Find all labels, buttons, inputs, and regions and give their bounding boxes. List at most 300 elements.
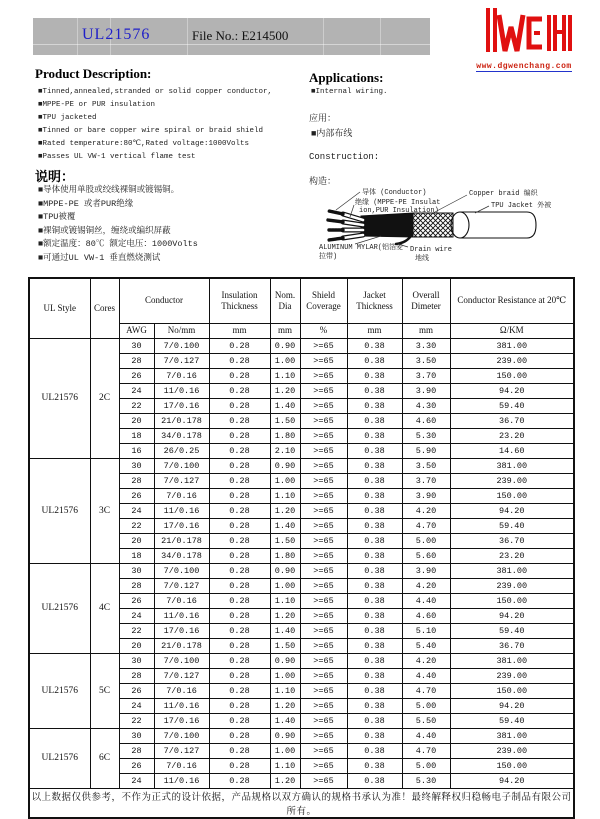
table-cell: 1.10 <box>270 593 300 608</box>
table-cell: 1.20 <box>270 773 300 788</box>
table-cell: 239.00 <box>450 473 574 488</box>
table-cell: 59.40 <box>450 623 574 638</box>
table-cell: >=65 <box>300 428 347 443</box>
group-ul-style-cell: UL21576 <box>29 458 90 563</box>
table-cell: 30 <box>119 653 154 668</box>
table-cell: 94.20 <box>450 383 574 398</box>
table-cell: 1.50 <box>270 638 300 653</box>
col-unit: Ω/KM <box>450 323 574 338</box>
table-row <box>29 338 574 353</box>
list-item: ■TPU被覆 <box>38 212 76 222</box>
table-cell: 239.00 <box>450 743 574 758</box>
table-cell: 0.28 <box>209 368 270 383</box>
table-cell: 30 <box>119 728 154 743</box>
table-cell: 0.28 <box>209 428 270 443</box>
table-cell: 20 <box>119 638 154 653</box>
table-cell: 11/0.16 <box>154 383 209 398</box>
list-item: ■TPU jacketed <box>38 114 97 122</box>
table-cell: 0.90 <box>270 338 300 353</box>
table-cell: 0.90 <box>270 653 300 668</box>
copper-braid-shape <box>413 213 453 237</box>
table-cell: 5.40 <box>402 638 450 653</box>
title-bar-gridline <box>323 18 324 55</box>
list-item: ■MPPE-PE or PUR insulation <box>38 101 156 109</box>
table-cell: 0.28 <box>209 638 270 653</box>
table-cell: 5.00 <box>402 698 450 713</box>
table-cell: 22 <box>119 518 154 533</box>
table-cell: 4.60 <box>402 608 450 623</box>
table-cell: >=65 <box>300 743 347 758</box>
table-cell: 16 <box>119 443 154 458</box>
table-cell: 0.28 <box>209 773 270 788</box>
website-link[interactable]: www.dgwenchang.com <box>476 62 572 71</box>
table-cell: 0.38 <box>347 383 402 398</box>
table-cell: >=65 <box>300 713 347 728</box>
table-cell: 1.40 <box>270 713 300 728</box>
table-cell: 0.28 <box>209 713 270 728</box>
table-cell: 1.00 <box>270 578 300 593</box>
table-cell: 0.38 <box>347 518 402 533</box>
table-cell: 59.40 <box>450 398 574 413</box>
table-cell: 21/0.178 <box>154 533 209 548</box>
table-cell: 17/0.16 <box>154 518 209 533</box>
table-cell: 1.20 <box>270 608 300 623</box>
table-cell: 26 <box>119 488 154 503</box>
table-cell: 3.90 <box>402 563 450 578</box>
title-bar-gridline <box>380 18 381 55</box>
table-cell: 11/0.16 <box>154 503 209 518</box>
table-cell: 5.60 <box>402 548 450 563</box>
table-cell: >=65 <box>300 563 347 578</box>
table-cell: 24 <box>119 698 154 713</box>
table-cell: 7/0.100 <box>154 653 209 668</box>
wch-logo-icon <box>474 5 574 55</box>
table-cell: 150.00 <box>450 368 574 383</box>
table-cell: 36.70 <box>450 413 574 428</box>
table-cell: 7/0.16 <box>154 593 209 608</box>
group-cores-cell: 6C <box>90 728 119 788</box>
table-cell: 0.28 <box>209 728 270 743</box>
table-cell: 20 <box>119 533 154 548</box>
table-cell: 0.28 <box>209 593 270 608</box>
table-cell: 0.28 <box>209 698 270 713</box>
table-cell: 4.60 <box>402 413 450 428</box>
table-cell: 7/0.127 <box>154 578 209 593</box>
table-cell: 4.70 <box>402 518 450 533</box>
table-cell: 0.28 <box>209 668 270 683</box>
table-cell: 1.50 <box>270 533 300 548</box>
list-item: ■MPPE-PE 或者PUR绝缘 <box>38 198 134 209</box>
table-cell: 0.38 <box>347 563 402 578</box>
table-cell: 150.00 <box>450 488 574 503</box>
table-cell: >=65 <box>300 503 347 518</box>
table-cell: >=65 <box>300 533 347 548</box>
table-cell: 3.90 <box>402 383 450 398</box>
table-cell: 0.38 <box>347 488 402 503</box>
diagram-label-aluminum-mylar: ALUMINUM MYLAR(铝箔麦 <box>319 244 404 252</box>
table-cell: 7/0.127 <box>154 353 209 368</box>
table-cell: 381.00 <box>450 338 574 353</box>
table-cell: 17/0.16 <box>154 713 209 728</box>
table-cell: 0.28 <box>209 653 270 668</box>
title-bar-gridline <box>33 44 430 45</box>
table-cell: 3.50 <box>402 353 450 368</box>
group-ul-style-cell: UL21576 <box>29 728 90 788</box>
table-cell: 7/0.100 <box>154 728 209 743</box>
list-item: ■Tinned or bare copper wire spiral or braid shield <box>38 127 264 135</box>
table-cell: 26 <box>119 593 154 608</box>
table-cell: 0.38 <box>347 593 402 608</box>
table-cell: 0.38 <box>347 398 402 413</box>
table-cell: 2.10 <box>270 443 300 458</box>
table-cell: >=65 <box>300 518 347 533</box>
table-cell: 1.40 <box>270 398 300 413</box>
table-cell: 30 <box>119 458 154 473</box>
table-cell: 381.00 <box>450 728 574 743</box>
table-cell: 7/0.16 <box>154 368 209 383</box>
group-ul-style-cell: UL21576 <box>29 338 90 458</box>
table-cell: 0.90 <box>270 563 300 578</box>
table-cell: >=65 <box>300 488 347 503</box>
table-cell: >=65 <box>300 668 347 683</box>
table-cell: 0.28 <box>209 563 270 578</box>
table-cell: 21/0.178 <box>154 413 209 428</box>
table-cell: 5.50 <box>402 713 450 728</box>
table-cell: 4.30 <box>402 398 450 413</box>
table-cell: 0.28 <box>209 683 270 698</box>
group-cores-cell: 4C <box>90 563 119 653</box>
table-cell: >=65 <box>300 353 347 368</box>
group-cores-cell: 3C <box>90 458 119 563</box>
table-cell: 1.00 <box>270 743 300 758</box>
table-cell: 0.38 <box>347 698 402 713</box>
table-cell: 239.00 <box>450 668 574 683</box>
list-item: ■Tinned,annealed,stranded or solid copper conductor, <box>38 88 273 96</box>
table-cell: 24 <box>119 608 154 623</box>
table-cell: 0.38 <box>347 683 402 698</box>
table-cell: 59.40 <box>450 518 574 533</box>
table-cell: 0.90 <box>270 458 300 473</box>
table-cell: 22 <box>119 623 154 638</box>
table-cell: 24 <box>119 503 154 518</box>
table-cell: 4.20 <box>402 578 450 593</box>
table-cell: 26 <box>119 368 154 383</box>
table-cell: 1.20 <box>270 383 300 398</box>
table-cell: >=65 <box>300 728 347 743</box>
table-cell: 28 <box>119 743 154 758</box>
table-cell: 1.00 <box>270 668 300 683</box>
table-cell: 0.28 <box>209 488 270 503</box>
group-ul-style-cell: UL21576 <box>29 653 90 728</box>
table-cell: 0.28 <box>209 398 270 413</box>
table-cell: 94.20 <box>450 773 574 788</box>
table-cell: 1.80 <box>270 548 300 563</box>
col-unit: mm <box>402 323 450 338</box>
aluminum-mylar-shape <box>361 213 413 237</box>
applications-title: Applications: <box>309 70 384 85</box>
page-title-ul-style: UL21576 <box>82 26 151 43</box>
table-cell: 0.28 <box>209 548 270 563</box>
table-cell: 4.40 <box>402 728 450 743</box>
table-cell: 24 <box>119 383 154 398</box>
list-item: ■Passes UL VW-1 vertical flame test <box>38 153 196 161</box>
table-cell: 0.28 <box>209 338 270 353</box>
applications-title-cn: 应用： <box>309 114 337 124</box>
product-description-list <box>38 86 272 164</box>
table-cell: 4.70 <box>402 683 450 698</box>
product-description-title-cn: 说明： <box>35 169 75 184</box>
col-header-nom-dia: Nom. Dia <box>270 278 300 323</box>
table-cell: 4.40 <box>402 668 450 683</box>
table-cell: >=65 <box>300 458 347 473</box>
table-cell: 7/0.16 <box>154 758 209 773</box>
company-logo <box>468 5 580 71</box>
table-cell: 0.28 <box>209 383 270 398</box>
table-cell: 94.20 <box>450 698 574 713</box>
table-cell: 0.38 <box>347 368 402 383</box>
table-cell: 26 <box>119 683 154 698</box>
table-cell: 1.20 <box>270 503 300 518</box>
table-cell: 1.10 <box>270 683 300 698</box>
title-bar-gridline <box>187 18 188 55</box>
table-cell: 22 <box>119 398 154 413</box>
table-cell: 0.28 <box>209 518 270 533</box>
table-cell: 26/0.25 <box>154 443 209 458</box>
table-row <box>29 458 574 473</box>
table-cell: 5.90 <box>402 443 450 458</box>
table-cell: 0.38 <box>347 548 402 563</box>
table-cell: 1.80 <box>270 428 300 443</box>
table-cell: 239.00 <box>450 578 574 593</box>
table-cell: 3.90 <box>402 488 450 503</box>
table-cell: 36.70 <box>450 638 574 653</box>
table-cell: 0.38 <box>347 668 402 683</box>
tpu-jacket-shape <box>451 212 536 238</box>
table-cell: 28 <box>119 578 154 593</box>
table-cell: 94.20 <box>450 608 574 623</box>
table-cell: 0.38 <box>347 443 402 458</box>
table-cell: 7/0.16 <box>154 488 209 503</box>
table-cell: 0.28 <box>209 443 270 458</box>
table-cell: >=65 <box>300 758 347 773</box>
col-header-shield: Shield Coverage <box>300 278 347 323</box>
col-unit: mm <box>209 323 270 338</box>
table-cell: >=65 <box>300 578 347 593</box>
table-cell: 0.38 <box>347 428 402 443</box>
table-cell: 5.00 <box>402 758 450 773</box>
table-cell: 4.70 <box>402 743 450 758</box>
group-ul-style-cell: UL21576 <box>29 563 90 653</box>
table-cell: 23.20 <box>450 428 574 443</box>
table-cell: 23.20 <box>450 548 574 563</box>
title-bar <box>33 18 430 55</box>
group-cores-cell: 5C <box>90 653 119 728</box>
table-cell: >=65 <box>300 698 347 713</box>
table-cell: 0.38 <box>347 638 402 653</box>
table-cell: 24 <box>119 773 154 788</box>
col-header-ul-style: UL Style <box>29 278 90 338</box>
table-cell: >=65 <box>300 383 347 398</box>
table-cell: 18 <box>119 428 154 443</box>
table-cell: 26 <box>119 758 154 773</box>
table-cell: 7/0.127 <box>154 668 209 683</box>
table-cell: 30 <box>119 563 154 578</box>
table-cell: 0.38 <box>347 338 402 353</box>
conductor-cores-shape <box>328 211 363 240</box>
table-cell: 1.40 <box>270 623 300 638</box>
table-cell: 1.10 <box>270 488 300 503</box>
table-cell: 1.20 <box>270 698 300 713</box>
group-cores-cell: 2C <box>90 338 119 458</box>
table-row <box>29 728 574 743</box>
applications-item-cn: ■内部布线 <box>311 129 353 139</box>
table-cell: 28 <box>119 668 154 683</box>
table-cell: 1.50 <box>270 413 300 428</box>
table-cell: 0.38 <box>347 623 402 638</box>
table-cell: 20 <box>119 413 154 428</box>
spec-table-body <box>29 338 574 788</box>
table-cell: 36.70 <box>450 533 574 548</box>
table-cell: 0.38 <box>347 458 402 473</box>
table-cell: 5.00 <box>402 533 450 548</box>
table-cell: 1.00 <box>270 353 300 368</box>
table-cell: >=65 <box>300 773 347 788</box>
col-unit: mm <box>270 323 300 338</box>
table-cell: 150.00 <box>450 758 574 773</box>
table-cell: 5.10 <box>402 623 450 638</box>
table-cell: 1.00 <box>270 473 300 488</box>
product-description-title: Product Description: <box>35 66 152 81</box>
table-cell: 1.40 <box>270 518 300 533</box>
table-cell: 0.38 <box>347 713 402 728</box>
diagram-label-aluminum-mylar: 拉带) <box>319 253 338 261</box>
diagram-label-drain-wire: 地线 <box>415 255 429 263</box>
cable-construction-diagram <box>303 183 593 276</box>
table-cell: 1.10 <box>270 368 300 383</box>
table-cell: 0.38 <box>347 653 402 668</box>
table-cell: 0.38 <box>347 728 402 743</box>
table-cell: 22 <box>119 713 154 728</box>
col-header-jacket: Jacket Thickness <box>347 278 402 323</box>
table-cell: 7/0.100 <box>154 338 209 353</box>
table-cell: 150.00 <box>450 593 574 608</box>
table-cell: >=65 <box>300 608 347 623</box>
table-cell: 0.38 <box>347 503 402 518</box>
table-cell: >=65 <box>300 653 347 668</box>
table-cell: >=65 <box>300 338 347 353</box>
table-cell: >=65 <box>300 548 347 563</box>
diagram-label-tpu-jacket: TPU Jacket 外被 <box>491 202 552 210</box>
table-cell: 5.30 <box>402 773 450 788</box>
table-cell: 0.90 <box>270 728 300 743</box>
col-unit: % <box>300 323 347 338</box>
table-cell: 3.70 <box>402 368 450 383</box>
table-cell: 0.38 <box>347 773 402 788</box>
spec-table <box>28 277 575 819</box>
diagram-label-drain-wire: Drain wire <box>410 246 453 254</box>
applications-item: ■Internal wiring. <box>311 88 388 96</box>
col-subheader-no-mm: No/mm <box>154 323 209 338</box>
table-cell: 34/0.178 <box>154 428 209 443</box>
table-row <box>29 653 574 668</box>
list-item: ■导体使用单股或绞线裸铜或镀锡铜。 <box>38 185 180 195</box>
title-bar-gridline <box>77 18 78 55</box>
construction-title-cn: 构造： <box>309 177 337 187</box>
table-cell: 18 <box>119 548 154 563</box>
table-cell: 0.38 <box>347 743 402 758</box>
table-cell: 0.38 <box>347 758 402 773</box>
table-cell: 28 <box>119 473 154 488</box>
table-cell: 17/0.16 <box>154 398 209 413</box>
diagram-label-insulation: 绝缘 (MPPE-PE Insulat <box>355 199 441 207</box>
table-cell: 381.00 <box>450 653 574 668</box>
table-cell: 14.60 <box>450 443 574 458</box>
table-cell: 0.28 <box>209 533 270 548</box>
table-cell: >=65 <box>300 683 347 698</box>
table-cell: 34/0.178 <box>154 548 209 563</box>
table-cell: 7/0.127 <box>154 473 209 488</box>
table-cell: 94.20 <box>450 503 574 518</box>
file-number: File No.: E214500 <box>192 28 289 43</box>
table-cell: 239.00 <box>450 353 574 368</box>
col-header-resistance: Conductor Resistance at 20℃ <box>450 278 574 323</box>
table-cell: >=65 <box>300 413 347 428</box>
list-item: ■可通过UL VW-1 垂直燃烧测试 <box>38 252 161 263</box>
table-cell: 28 <box>119 353 154 368</box>
table-row <box>29 563 574 578</box>
table-cell: 0.38 <box>347 353 402 368</box>
table-cell: 11/0.16 <box>154 698 209 713</box>
table-cell: >=65 <box>300 593 347 608</box>
table-cell: >=65 <box>300 638 347 653</box>
table-cell: 0.28 <box>209 353 270 368</box>
col-header-cores: Cores <box>90 278 119 338</box>
table-cell: 21/0.178 <box>154 638 209 653</box>
table-cell: 0.38 <box>347 413 402 428</box>
table-cell: 11/0.16 <box>154 608 209 623</box>
diagram-label-copper-braid: Copper braid 编织 <box>469 190 538 198</box>
col-subheader-awg: AWG <box>119 323 154 338</box>
table-cell: 0.28 <box>209 503 270 518</box>
table-cell: 0.38 <box>347 578 402 593</box>
table-cell: >=65 <box>300 473 347 488</box>
table-cell: >=65 <box>300 443 347 458</box>
table-cell: 11/0.16 <box>154 773 209 788</box>
table-cell: 59.40 <box>450 713 574 728</box>
table-cell: 0.28 <box>209 743 270 758</box>
table-cell: 0.38 <box>347 608 402 623</box>
construction-title: Construction: <box>309 152 380 162</box>
table-cell: 3.70 <box>402 473 450 488</box>
table-cell: 7/0.16 <box>154 683 209 698</box>
table-cell: 3.50 <box>402 458 450 473</box>
diagram-label-conductor: 导体 (Conductor) <box>362 189 427 197</box>
table-cell: 7/0.100 <box>154 458 209 473</box>
table-cell: 0.28 <box>209 473 270 488</box>
table-cell: 0.38 <box>347 473 402 488</box>
table-cell: 381.00 <box>450 458 574 473</box>
table-cell: 7/0.100 <box>154 563 209 578</box>
col-header-conductor: Conductor <box>119 278 209 323</box>
list-item: ■Rated temperature:80℃,Rated voltage:1000Volts <box>38 140 249 148</box>
table-cell: 0.28 <box>209 458 270 473</box>
table-cell: >=65 <box>300 368 347 383</box>
table-cell: 381.00 <box>450 563 574 578</box>
col-header-overall: Overall Dimeter <box>402 278 450 323</box>
disclaimer-note: 以上数据仅供参考，不作为正式的设计依据，产品规格以双方确认的规格书承认为准！最终解释权归稳畅电子制品有限公司所有。 <box>29 788 574 818</box>
table-cell: 4.20 <box>402 653 450 668</box>
table-cell: 0.28 <box>209 413 270 428</box>
